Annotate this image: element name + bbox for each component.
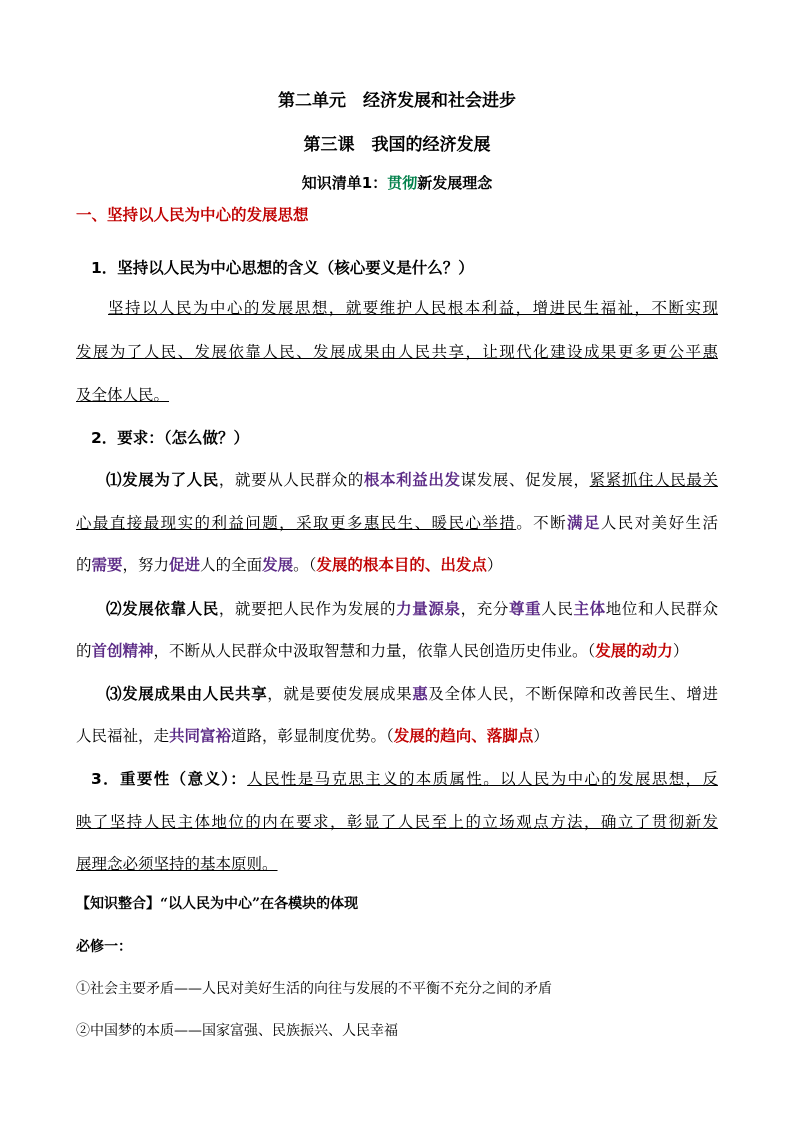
req2-title: ⑵发展依靠人民 — [106, 600, 219, 618]
requirement-1-line-3 — [76, 553, 718, 575]
question-3-line-3: 展理念必须坚持的基本原则。 — [76, 855, 278, 873]
requirement-2-line-1 — [106, 597, 718, 619]
req2-keyword: 首创精神 — [91, 642, 154, 660]
question-3-line-2: 映了坚持人民主体地位的内在要求，彰显了人民至上的立场观点方法，确立了贯彻新发 — [76, 813, 718, 831]
req1-text: 人的全面 — [200, 556, 263, 574]
q1-answer-line-3: 及全体人民。 — [76, 386, 170, 404]
req1-title: ⑴发展为了人民 — [106, 471, 219, 489]
requirement-1-line-1 — [106, 468, 718, 490]
section-heading: 一、坚持以人民为中心的发展思想 — [76, 206, 309, 224]
req1-significance: 发展的根本目的、出发点 — [316, 556, 487, 574]
req3-text: 道路，彰显制度优势。（ — [231, 727, 394, 745]
knowledge-list-title — [0, 172, 794, 193]
requirement-2-line-2 — [76, 639, 718, 661]
req1-text: ） — [486, 556, 503, 574]
question-3-label: 3．重要性（意义）： — [91, 770, 248, 788]
q1-answer-line-1: 坚持以人民为中心的发展思想，就要维护人民根本利益，增进民生福祉，不断实现 — [108, 299, 718, 317]
req1-text: 谋发展、促发展， — [460, 471, 590, 489]
req2-text: ，就要把人民作为发展的 — [218, 600, 397, 618]
req3-text: ） — [533, 727, 549, 745]
req2-keyword: 力量源泉 — [396, 600, 461, 618]
requirement-1-line-2 — [76, 511, 718, 533]
requirement-3-line-2 — [76, 724, 718, 746]
q1-answer-line-2: 发展为了人民、发展依靠人民、发展成果由人民共享，让现代化建设成果更多更公平惠 — [76, 343, 718, 361]
req3-title: ⑶发展成果由人民共享 — [106, 685, 268, 703]
integration-heading: 【知识整合】“以人民为中心”在各模块的体现 — [76, 896, 359, 912]
question-3-answer: 人民性是马克思主义的本质属性。以人民为中心的发展思想，反 — [247, 770, 718, 788]
req3-keyword: 共同富裕 — [169, 727, 232, 745]
req2-text: ） — [672, 642, 689, 660]
req2-text: 人民 — [541, 600, 574, 618]
list-topic-highlight: 贯彻 — [387, 174, 418, 192]
req1-underlined: 心最直接最现实的利益问题，采取更多惠民生、暖民心举措 — [76, 514, 517, 532]
integration-item: ①社会主要矛盾——人民对美好生活的向往与发展的不平衡不充分之间的矛盾 — [76, 981, 552, 997]
lesson-title: 第三课 我国的经济发展 — [303, 135, 491, 155]
req3-keyword: 惠 — [412, 685, 429, 703]
list-label: 知识清单1： — [301, 174, 388, 192]
req3-significance: 发展的趋向、落脚点 — [393, 727, 534, 745]
req1-text: 。（ — [293, 556, 317, 574]
question-3-line-1 — [91, 767, 718, 789]
req1-keyword: 满足 — [567, 514, 601, 532]
req1-text: ，努力 — [122, 556, 170, 574]
req1-keyword: 促进 — [169, 556, 201, 574]
question-2: 2．要求：（怎么做？） — [91, 429, 250, 447]
question-1: 1．坚持以人民为中心思想的含义（核心要义是什么？） — [91, 259, 474, 277]
req1-underlined: 紧紧抓住人民最关 — [589, 471, 718, 489]
req2-keyword: 主体 — [573, 600, 606, 618]
req2-text: 的 — [76, 642, 92, 660]
req1-text: 人民对美好生活 — [600, 514, 718, 532]
unit-title: 第二单元 经济发展和社会进步 — [278, 91, 516, 111]
req1-keyword: 根本利益出发 — [363, 471, 461, 489]
req3-text: 及全体人民，不断保障和改善民生、增进 — [428, 685, 718, 703]
req2-keyword: 尊重 — [509, 600, 542, 618]
req1-text: 。不断 — [516, 514, 567, 532]
req1-keyword: 需要 — [91, 556, 123, 574]
req2-text: 地位和人民群众 — [605, 600, 718, 618]
req2-text: ，不断从人民群众中汲取智慧和力量，依靠人民创造历史伟业。（ — [153, 642, 596, 660]
list-topic: 新发展理念 — [417, 174, 493, 192]
req3-text: 人民福祉，走 — [76, 727, 170, 745]
req2-text: ，充分 — [460, 600, 509, 618]
req1-text: ，就要从人民群众的 — [218, 471, 364, 489]
req1-text: 的 — [76, 556, 92, 574]
module-label: 必修一： — [76, 939, 132, 955]
req2-significance: 发展的动力 — [595, 642, 673, 660]
integration-item: ②中国梦的本质——国家富强、民族振兴、人民幸福 — [76, 1023, 398, 1039]
req3-text: ，就是要使发展成果 — [267, 685, 413, 703]
req1-keyword: 发展 — [262, 556, 294, 574]
requirement-3-line-1 — [106, 682, 718, 704]
